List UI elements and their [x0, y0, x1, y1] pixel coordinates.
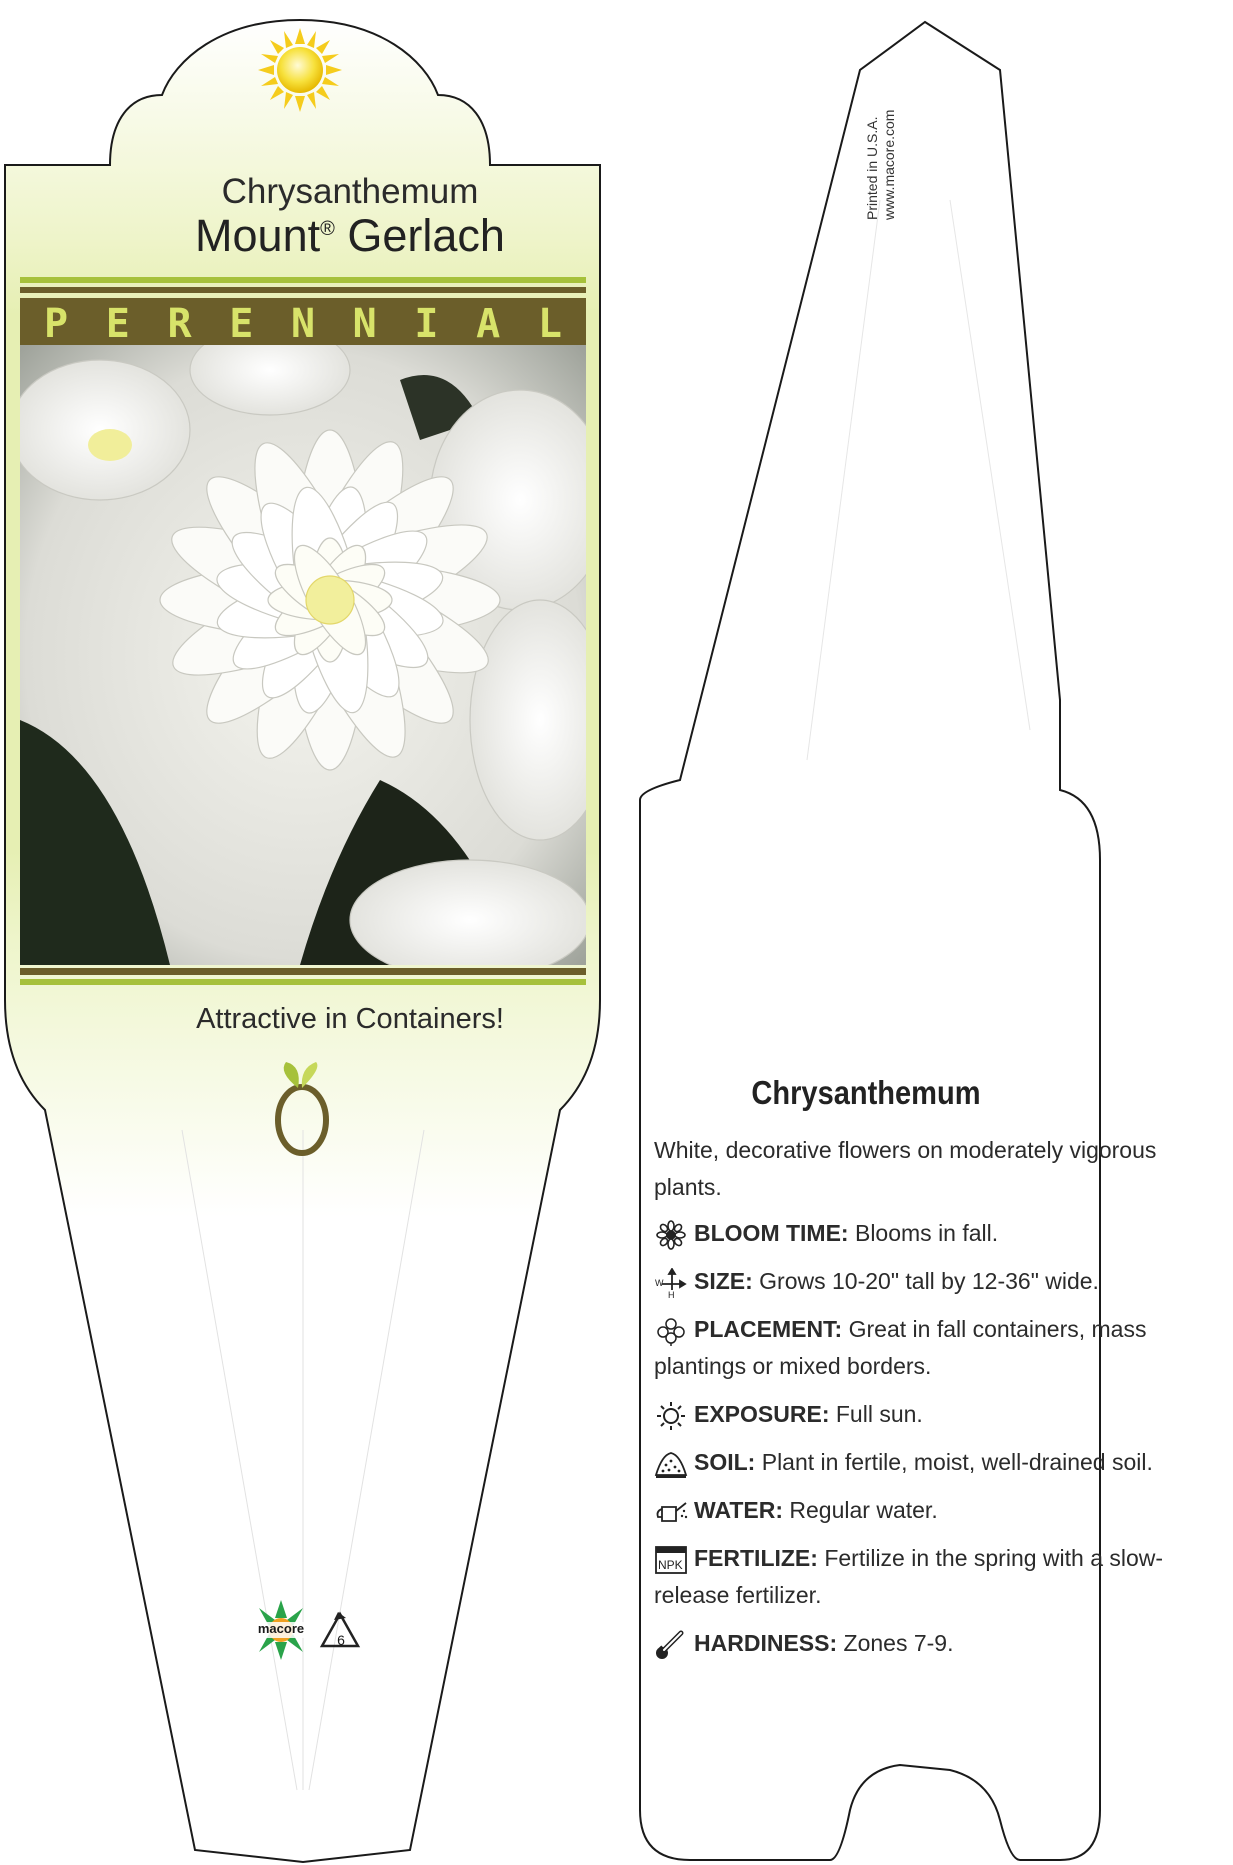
care-label: EXPOSURE:	[694, 1401, 830, 1427]
thermometer-icon	[654, 1630, 688, 1660]
category-letter: E	[105, 301, 130, 347]
care-text: Regular water.	[789, 1497, 938, 1523]
category-label	[20, 300, 586, 348]
size-icon-h: H	[668, 1289, 675, 1298]
category-letter: E	[229, 301, 254, 347]
npk-bag-icon	[654, 1545, 688, 1575]
care-item-water	[654, 1492, 1174, 1540]
description: White, decorative flowers on moderately vigorous plants.	[654, 1137, 1157, 1200]
care-label: WATER:	[694, 1497, 784, 1523]
care-item-size	[654, 1263, 1174, 1311]
care-label: PLACEMENT:	[694, 1316, 843, 1342]
category-letter: N	[352, 301, 377, 347]
npk-label: NPK	[658, 1557, 683, 1572]
brand-name: macore	[257, 1621, 305, 1636]
cultivar-name	[0, 210, 700, 262]
care-label: SOIL:	[694, 1449, 756, 1475]
tagline: Attractive in Containers!	[196, 1003, 504, 1035]
care-text: Full sun.	[835, 1401, 923, 1427]
care-text: Zones 7-9.	[843, 1630, 954, 1656]
care-item-fertilize	[654, 1540, 1174, 1625]
back-title: Chrysanthemum	[751, 1074, 981, 1111]
care-text: Blooms in fall.	[854, 1220, 999, 1246]
care-text: Grows 10-20" tall by 12-36" wide.	[759, 1268, 1099, 1294]
flower-icon	[654, 1220, 688, 1250]
category-letter: L	[537, 301, 562, 347]
watering-can-icon	[654, 1497, 688, 1527]
sun-outline-icon	[654, 1401, 688, 1431]
flower-photo	[10, 325, 610, 980]
printed-info	[864, 70, 898, 220]
category-letter: R	[167, 301, 192, 347]
category-letter: I	[414, 301, 439, 347]
recycle-code: 6	[337, 1632, 345, 1648]
care-item-bloom-time	[654, 1215, 1174, 1263]
care-item-soil	[654, 1444, 1174, 1492]
common-name: Chrysanthemum	[221, 172, 479, 211]
soil-pile-icon	[654, 1449, 688, 1479]
care-item-hardiness	[654, 1625, 1174, 1673]
care-label: HARDINESS:	[694, 1630, 838, 1656]
registered-mark: ®	[320, 218, 335, 240]
care-list	[654, 1215, 1174, 1673]
sun-icon	[258, 28, 342, 112]
care-label: FERTILIZE:	[694, 1545, 818, 1571]
cultivar-name-suffix: Gerlach	[347, 210, 505, 261]
care-label: BLOOM TIME:	[694, 1220, 849, 1246]
plants-icon	[654, 1316, 688, 1346]
size-icon-w: W	[655, 1277, 664, 1288]
care-item-placement	[654, 1311, 1174, 1396]
care-label: SIZE:	[694, 1268, 753, 1294]
care-item-exposure	[654, 1396, 1174, 1444]
printed-country: Printed in U.S.A.	[864, 116, 880, 220]
care-text: Great in fall containers, mass plantings or mixed borders.	[654, 1316, 1147, 1379]
care-text: Fertilize in the spring with a slow-release fertilizer.	[654, 1545, 1164, 1608]
printed-website: www.macore.com	[881, 109, 897, 220]
size-arrows-icon	[654, 1268, 688, 1298]
care-text: Plant in fertile, moist, well-drained soil.	[761, 1449, 1153, 1475]
cultivar-name-part: Mount	[195, 210, 321, 261]
category-letter: P	[44, 301, 69, 347]
category-letter: N	[290, 301, 316, 347]
category-letter: A	[476, 301, 501, 347]
